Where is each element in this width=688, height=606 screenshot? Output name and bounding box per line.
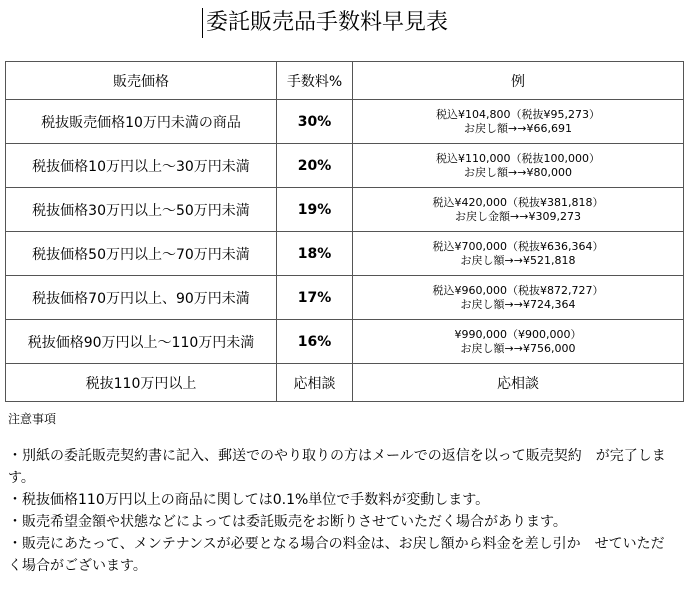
price-condition: 税抜価格10万円以上～30万円未満 [6, 144, 277, 188]
example-price: 税込¥110,000（税抜100,000） [436, 151, 600, 165]
price-condition: 税抜販売価格10万円未満の商品 [6, 100, 277, 144]
fee-rate: 応相談 [277, 364, 353, 402]
note-item: ・税抜価格110万円以上の商品に関しては0.1%単位で手数料が変動します。 [8, 492, 490, 508]
price-condition: 税抜価格70万円以上、90万円未満 [6, 276, 277, 320]
price-condition: 税抜価格50万円以上～70万円未満 [6, 232, 277, 276]
notes-list [8, 445, 678, 577]
example-price: ¥990,000（¥900,000） [454, 327, 582, 341]
price-condition: 税抜価格90万円以上～110万円未満 [6, 320, 277, 364]
table-row [6, 320, 684, 364]
example-return: お戻し額→→¥521,818 [460, 253, 576, 267]
example-cell [353, 320, 684, 364]
example-cell [353, 188, 684, 232]
fee-rate: 17% [277, 276, 353, 320]
price-condition: 税抜110万円以上 [6, 364, 277, 402]
fee-rate: 16% [277, 320, 353, 364]
table-row [6, 276, 684, 320]
example-price: 税込¥420,000（税抜¥381,818） [432, 195, 604, 209]
table-row [6, 188, 684, 232]
example-cell [353, 276, 684, 320]
example-price: 税込¥960,000（税抜¥872,727） [432, 283, 604, 297]
example-return: お戻し額→→¥756,000 [460, 341, 576, 355]
note-item: ・別紙の委託販売契約書に記入、郵送でのやり取りの方はメールでの返信を以って販売契約 が完了します。 [8, 448, 666, 486]
example-price: 税込¥700,000（税抜¥636,364） [432, 239, 604, 253]
table-row [6, 364, 684, 402]
fee-table [5, 61, 684, 402]
fee-rate: 19% [277, 188, 353, 232]
fee-rate: 18% [277, 232, 353, 276]
note-item: ・販売にあたって、メンテナンスが必要となる場合の料金は、お戻し額から料金を差し引か せていただく場合がございます。 [8, 536, 665, 574]
example-return: お戻し額→→¥80,000 [464, 165, 572, 179]
fee-rate: 20% [277, 144, 353, 188]
example-cell: 応相談 [353, 364, 684, 402]
price-condition: 税抜価格30万円以上～50万円未満 [6, 188, 277, 232]
table-row [6, 100, 684, 144]
page-title: 委託販売品手数料早見表 [202, 8, 448, 38]
example-return: お戻し額→→¥724,364 [460, 297, 576, 311]
example-return: お戻し金額→→¥309,273 [455, 209, 581, 223]
example-cell [353, 232, 684, 276]
header-price: 販売価格 [6, 62, 277, 100]
notes-heading: 注意事項 [8, 412, 57, 426]
note-item: ・販売希望金額や状態などによっては委託販売をお断りさせていただく場合があります。 [8, 514, 567, 530]
header-example: 例 [353, 62, 684, 100]
header-fee-rate: 手数料% [277, 62, 353, 100]
example-cell [353, 144, 684, 188]
table-header-row [6, 62, 684, 100]
example-cell [353, 100, 684, 144]
example-return: お戻し額→→¥66,691 [464, 121, 572, 135]
example-price: 税込¥104,800（税抜¥95,273） [436, 107, 600, 121]
table-row [6, 144, 684, 188]
table-row [6, 232, 684, 276]
fee-rate: 30% [277, 100, 353, 144]
